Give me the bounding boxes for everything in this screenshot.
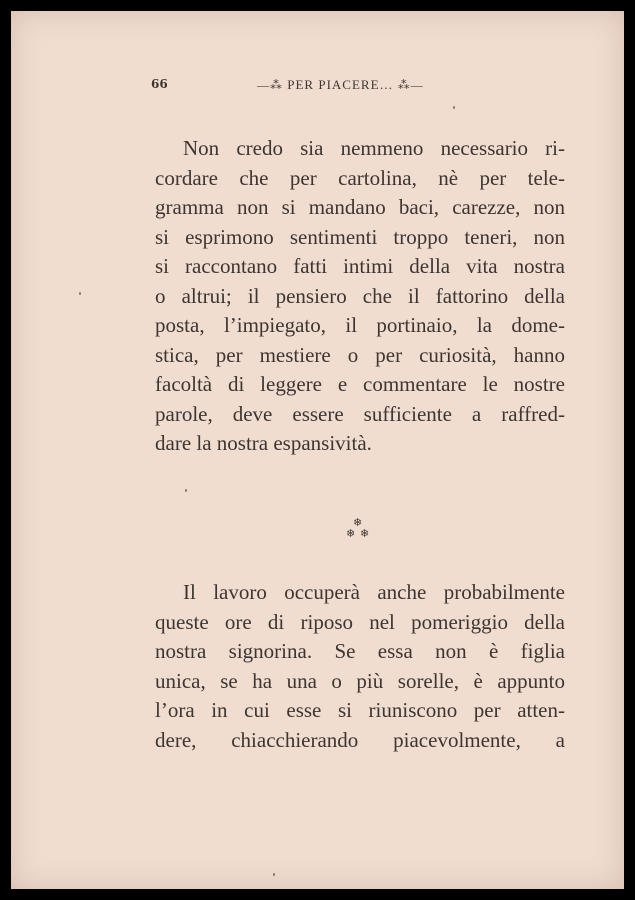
text-line: cordare che per cartolina, nè per tele- [155, 165, 565, 190]
text-line: dere, chiacchierando piacevolmente, a [155, 727, 565, 752]
page-number: 66 [151, 77, 168, 91]
asterism-divider [343, 517, 373, 543]
text-line: unica, se ha una o più sorelle, è appunto [155, 668, 565, 693]
paragraph-2 [155, 578, 565, 755]
text-line: Il lavoro occuperà anche probabilmente [183, 580, 565, 604]
text-line: parole, deve essere sufficiente a raffred- [155, 401, 565, 426]
text-line: l’ora in cui esse si riuniscono per atten- [155, 698, 565, 722]
paper-speck [273, 873, 275, 876]
paper-speck [185, 489, 187, 492]
asterisk-icon: ❄ [353, 516, 363, 529]
page-header [11, 77, 624, 97]
paper-speck [79, 292, 81, 295]
running-head [257, 77, 424, 93]
running-title: PER PIACERE… [287, 77, 394, 92]
text-line: si raccontano fatti intimi della vita nostra [155, 254, 565, 278]
paper-speck [453, 106, 455, 109]
header-ornament-right: ⁂— [397, 78, 424, 92]
text-line: Non credo sia nemmeno necessario ri- [183, 136, 565, 160]
text-line: dare la nostra espansività. [155, 431, 372, 455]
paragraph-1 [155, 134, 565, 459]
text-line: stica, per mestiere o per curiosità, hanno [155, 342, 565, 367]
header-ornament-left: —⁂ [257, 78, 283, 92]
text-line: gramma non si mandano baci, carezze, non [155, 195, 565, 219]
text-line: posta, l’impiegato, il portinaio, la dome- [155, 313, 565, 337]
asterisk-icon: ❄ [360, 527, 370, 540]
asterisk-icon: ❄ [346, 527, 356, 540]
text-line: facoltà di leggere e commentare le nostre [155, 372, 565, 396]
text-line: queste ore di riposo nel pomeriggio della [155, 609, 565, 634]
text-line: nostra signorina. Se essa non è figlia [155, 639, 565, 663]
book-page [11, 11, 624, 889]
text-line: o altrui; il pensiero che il fattorino della [155, 283, 565, 308]
text-line: si esprimono sentimenti troppo teneri, non [155, 224, 565, 249]
